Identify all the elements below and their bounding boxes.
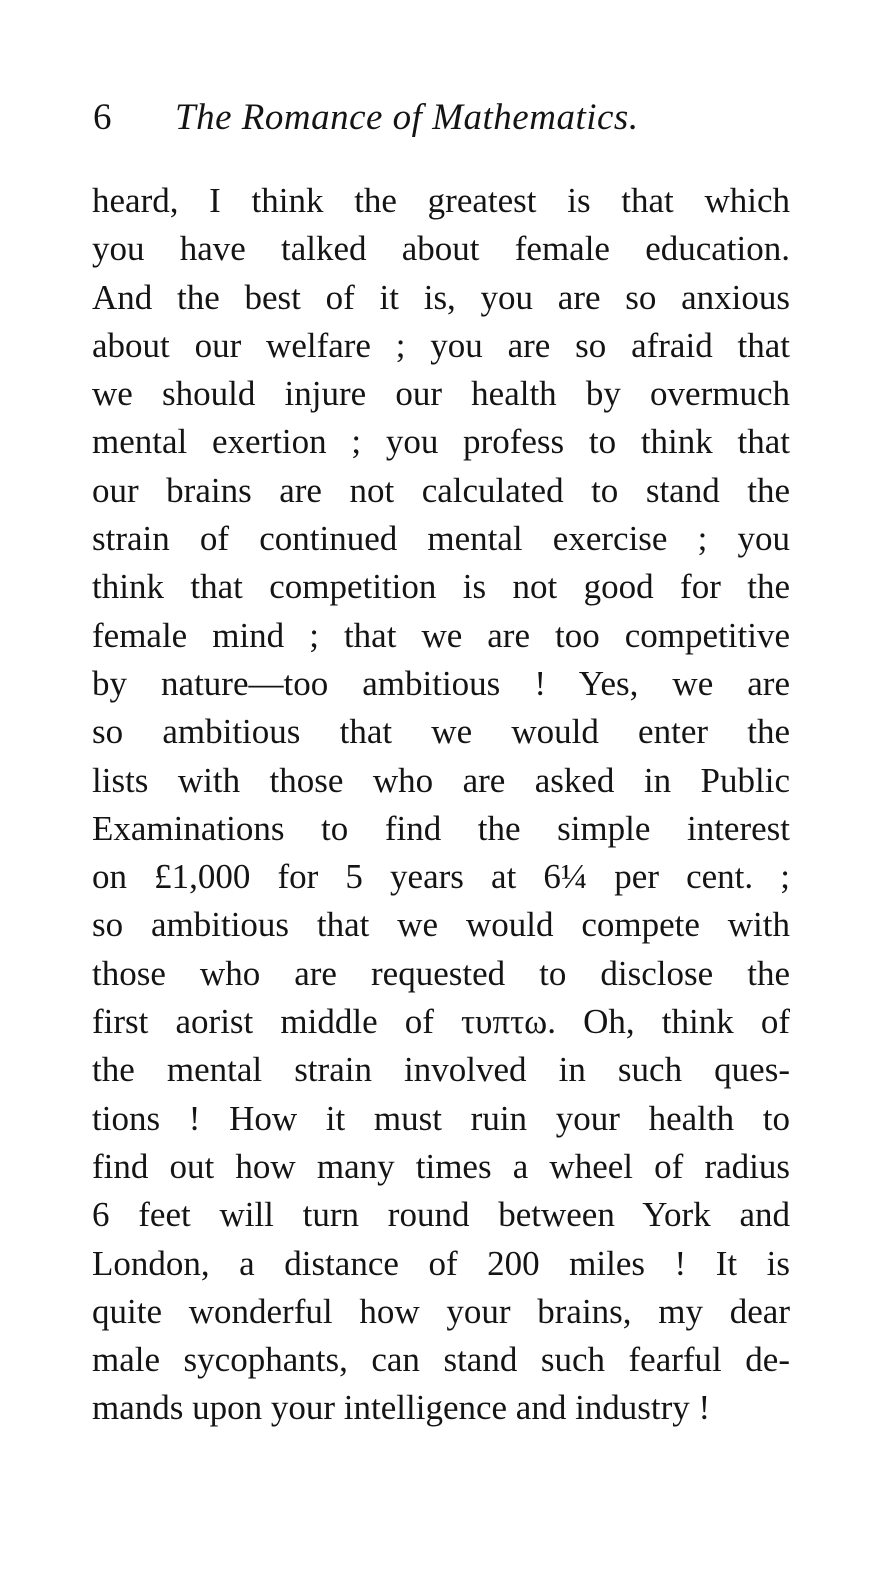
text-line: heard, I think the greatest is that which <box>92 181 790 220</box>
text-line: so ambitious that we would enter the <box>92 712 790 752</box>
text-line: you have talked about female education. <box>92 229 790 269</box>
text-line: London, a distance of 200 miles ! It is <box>92 1243 790 1283</box>
page-number: 6 <box>93 97 112 138</box>
text-line: strain of continued mental exercise ; you <box>92 519 790 559</box>
text-line: lists with those who are asked in Public <box>92 760 790 800</box>
text-line: first aorist middle of τυπτω. Oh, think of <box>92 1002 790 1042</box>
text-line: on £1,000 for 5 years at 6¼ per cent. ; <box>92 857 790 897</box>
text-line: mands upon your intelligence and industry ! <box>92 1388 711 1428</box>
text-line: the mental strain involved in such ques- <box>92 1050 790 1090</box>
text-line: female mind ; that we are too competitive <box>92 615 790 655</box>
body-text <box>92 177 790 1433</box>
text-line: male sycophants, can stand such fearful de- <box>92 1340 790 1380</box>
text-line: think that competition is not good for the <box>92 567 790 607</box>
text-line: we should injure our health by overmuch <box>92 374 790 414</box>
text-line: those who are requested to disclose the <box>92 953 790 993</box>
running-head <box>93 88 793 148</box>
text-line: Examinations to find the simple interest <box>92 808 790 848</box>
text-line: tions ! How it must ruin your health to <box>92 1098 790 1138</box>
book-title: The Romance of Mathematics. <box>175 97 639 138</box>
text-line: find out how many times a wheel of radius <box>92 1146 790 1186</box>
text-line: And the best of it is, you are so anxious <box>92 277 790 317</box>
text-line: 6 feet will turn round between York and <box>92 1195 790 1235</box>
text-line: so ambitious that we would compete with <box>92 905 790 945</box>
text-line: by nature—too ambitious ! Yes, we are <box>92 663 790 703</box>
text-line: mental exertion ; you profess to think that <box>92 422 790 462</box>
text-line: about our welfare ; you are so afraid that <box>92 325 790 365</box>
text-line: quite wonderful how your brains, my dear <box>92 1291 790 1331</box>
text-line: our brains are not calculated to stand the <box>92 470 790 510</box>
